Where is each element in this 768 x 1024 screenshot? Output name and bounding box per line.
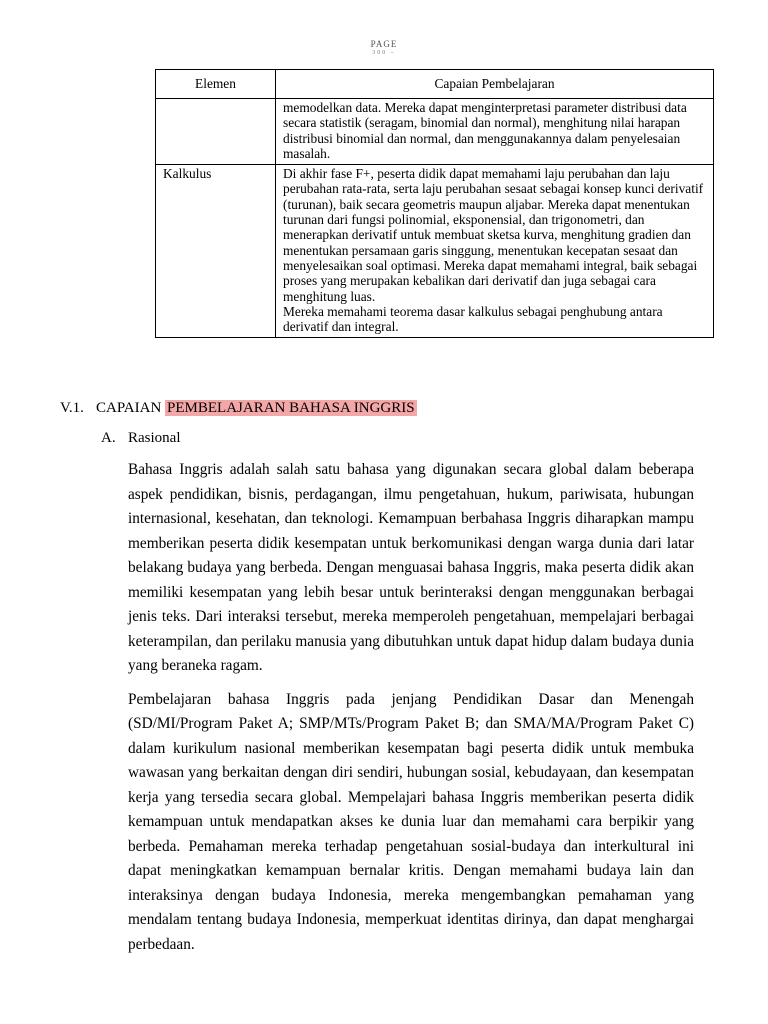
outcome-text: Di akhir fase F+, peserta didik dapat memahami laju perubahan dan laju perubahan rata-rata, serta laju perubahan sesaat sebagai konsep kunci derivatif (turunan), baik secara geometris maupun aljabar. Mereka dapat menentukan turunan dari fungsi polinomial, eksponensial, dan trigonometri, dan menerapkan derivatif untuk membuat sketsa kurva, menghitung gradien dan menentukan persamaan garis singgung, menentukan kecepatan sesaat dan menyelesaikan soal optimasi. Mereka dapat memahami integral, baik sebagai proses yang merupakan kebalikan dari derivatif dan juga sebagai cara menghitung luas. (283, 166, 704, 304)
table-cell-outcome (276, 165, 714, 338)
section-title-plain: CAPAIAN (96, 400, 162, 416)
column-header-element: Elemen (156, 70, 276, 99)
section-heading (60, 399, 417, 417)
table-row (156, 99, 714, 165)
subsection-letter: A. (101, 430, 116, 446)
table-header-row (156, 70, 714, 99)
table-row (156, 165, 714, 338)
table-cell-outcome (276, 99, 714, 165)
learning-outcomes-table (155, 69, 714, 338)
section-number: V.1. (60, 400, 84, 416)
table-cell-element: Kalkulus (156, 165, 276, 338)
subsection-heading (101, 429, 181, 447)
paragraph: Pembelajaran bahasa Inggris pada jenjang Pendidikan Dasar dan Menengah (SD/MI/Program Paket A; SMP/MTs/Program Paket B; dan SMA/MA/Program Paket C) dalam kurikulum nasional memberikan kesempatan bagi peserta didik untuk membuka wawasan yang berkaitan dengan diri sendiri, hubungan sosial, kebudayaan, dan kesempatan kerja yang tersedia secara global. Mempelajari bahasa Inggris memberikan peserta didik kemampuan untuk mendapatkan akses ke dunia luar dan memahami cara berpikir yang berbeda. Pemahaman mereka terhadap pengetahuan sosial-budaya dan interkultural ini dapat meningkatkan kemampuan bernalar kritis. Dengan memahami budaya lain dan interaksinya dengan budaya Indonesia, mereka mengembangkan pemahaman yang mendalam tentang budaya Indonesia, memperkuat identitas dirinya, dan dapat menghargai perbedaan. (128, 690, 694, 953)
page-label: PAGE (370, 39, 398, 49)
body-text (128, 458, 694, 966)
outcome-text: memodelkan data. Mereka dapat menginterpretasi parameter distribusi data secara statistik (seragam, binomial dan normal), menghitung nilai harapan distribusi binomial dan normal, dan menggunakannya dalam penyelesaian masalah. (283, 100, 687, 161)
section-title-highlight: PEMBELAJARAN BAHASA INGGRIS (167, 400, 415, 416)
table-cell-element (156, 99, 276, 165)
page-header (0, 40, 768, 56)
paragraph: Bahasa Inggris adalah salah satu bahasa yang digunakan secara global dalam beberapa aspek pendidikan, bisnis, perdagangan, ilmu pengetahuan, hukum, pariwisata, hubungan internasional, kesehatan, dan teknologi. Kemampuan berbahasa Inggris diharapkan mampu memberikan peserta didik kesempatan untuk berkomunikasi dengan warga dunia dari latar belakang budaya yang berbeda. Dengan menguasai bahasa Inggris, maka peserta didik akan memiliki kesempatan yang lebih besar untuk berinteraksi dengan menggunakan berbagai jenis teks. Dari interaksi tersebut, mereka memperoleh pengetahuan, mempelajari berbagai keterampilan, dan perilaku manusia yang dibutuhkan untuk dapat hidup dalam budaya dunia yang beraneka ragam. (128, 461, 694, 674)
outcome-text: Mereka memahami teorema dasar kalkulus sebagai penghubung antara derivatif dan integral. (283, 303, 663, 335)
column-header-outcome: Capaian Pembelajaran (276, 70, 714, 99)
page-number: 300 – (372, 50, 396, 56)
subsection-title: Rasional (128, 430, 181, 446)
